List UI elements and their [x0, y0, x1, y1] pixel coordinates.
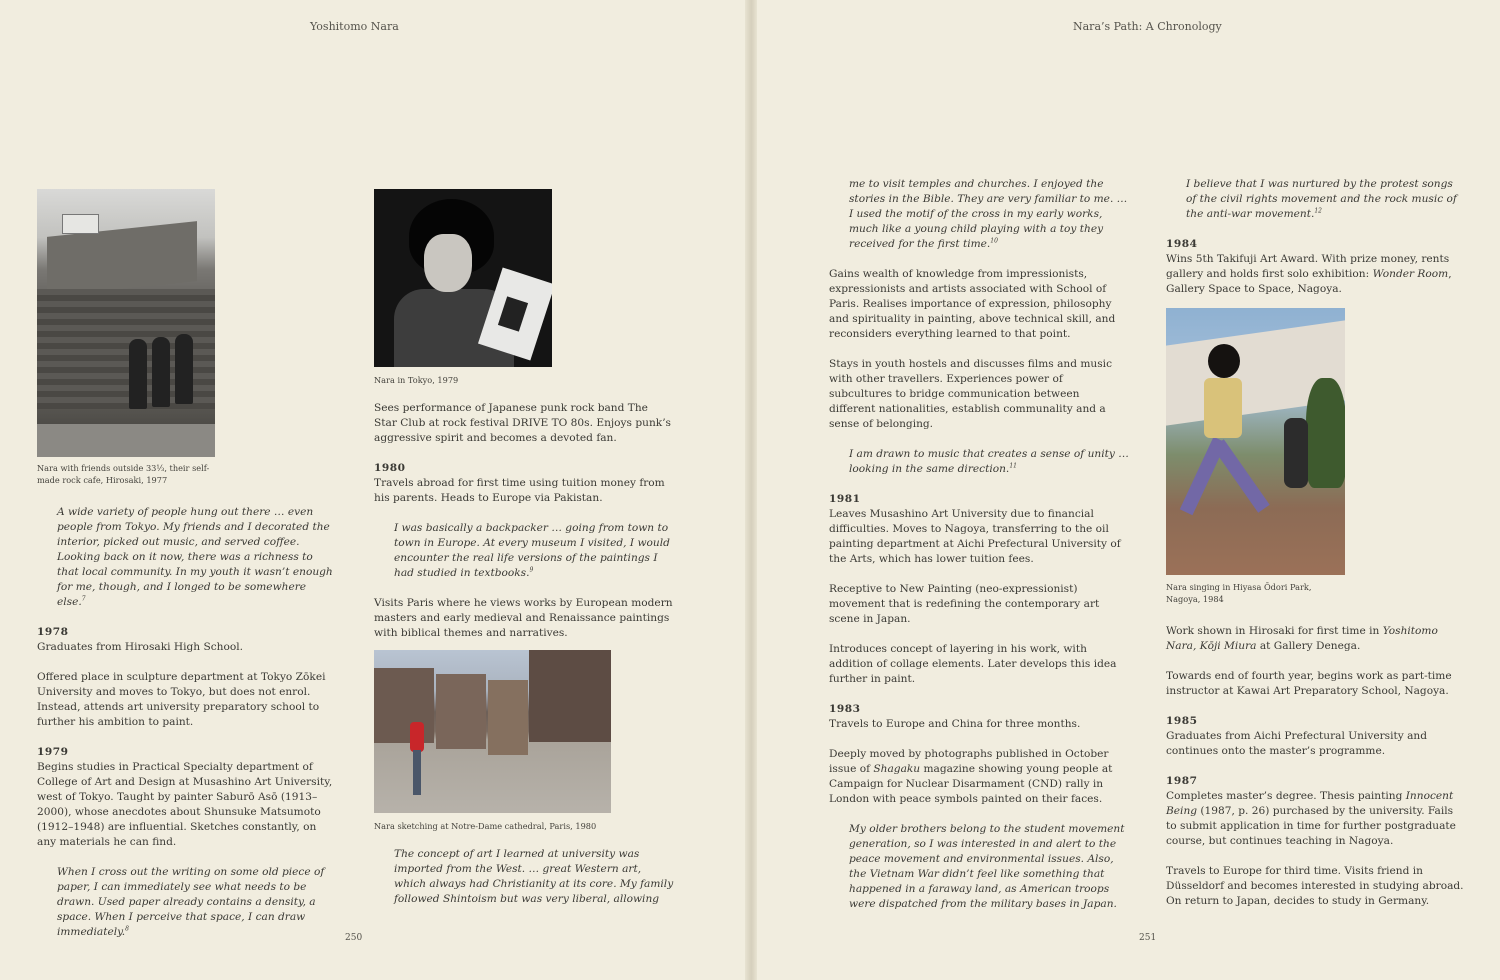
entry-third-europe-trip: Travels to Europe for third time. Visits friend in Düsseldorf and becomes interested in studying abroad. On return to Japan, decides to study in Germany. — [1166, 865, 1464, 907]
quote-1979: When I cross out the writing on some old piece of paper, I can immediately see what needs to be drawn. Used paper already contains a density, a space. When I perceive that space, I can draw immediately.$^8$ — [57, 866, 325, 938]
chronology-column-4 — [1166, 177, 1466, 312]
photo-nara-singing — [1166, 308, 1345, 575]
entry-hirosaki-show: Work shown in Hirosaki for first time in Yoshitomo Nara, Kōji Miura at Gallery Denega. — [1166, 625, 1438, 652]
entry-impressionists: Gains wealth of knowledge from impressionists, expressionists and artists associated with School of Paris. Realises importance of expression, philosophy and spirituality in painting, above technical skill, and reconsiders everything learned to that point. — [829, 268, 1116, 340]
photo-rock-cafe — [37, 189, 215, 457]
year-heading-1987: 1987 — [1166, 775, 1198, 787]
quote-1977: A wide variety of people hung out there … even people from Tokyo. My friends and I decorated the interior, picked out music, and served coffee. Looking back on it now, there was a richness to that local community. In my youth it wasn’t enough for me, though, and I longed to be somewhere else.$^7$ — [57, 506, 333, 608]
year-heading-1985: 1985 — [1166, 715, 1198, 727]
entry-youth-hostels: Stays in youth hostels and discusses films and music with other travellers. Experiences power of subcultures to bridge communication between different nationalities, establish communality and a sense of belonging. — [829, 358, 1113, 430]
photo-nara-tokyo — [374, 189, 552, 367]
entry-layering: Introduces concept of layering in his work, with addition of collage elements. Later develops this idea further in paint. — [829, 643, 1117, 685]
quote-1980-backpacker: I was basically a backpacker … going from town to town in Europe. At every museum I visited, I would encounter the real life versions of the paintings I had studied in textbooks.$^9$ — [394, 522, 670, 579]
chronology-column-3 — [829, 177, 1129, 927]
quote-temples-churches: me to visit temples and churches. I enjoyed the stories in the Bible. They are very familiar to me. … I used the motif of the cross in my early works, much like a young child playing with a toy they received for the first time.$^{10}$ — [849, 178, 1128, 250]
footnote-ref: 8 — [125, 925, 129, 933]
year-heading-1984: 1984 — [1166, 238, 1198, 250]
entry-1978-graduation: Graduates from Hirosaki High School. — [37, 641, 243, 653]
entry-1981-aichi: Leaves Musashino Art University due to financial difficulties. Moves to Nagoya, transferring to the oil painting department at Aichi Prefectural University of the Arts, which has lower tuition fees. — [829, 508, 1121, 565]
quote-older-brothers: My older brothers belong to the student movement generation, so I was interested in and alert to the peace movement and environmental issues. Also, the Vietnam War didn’t feel like something that happened in a faraway land, as American troops were dispatched from the military bases in Japan. — [849, 823, 1125, 910]
entry-new-painting: Receptive to New Painting (neo-expressionist) movement that is redefining the contemporary art scene in Japan. — [829, 583, 1100, 625]
year-heading-1979: 1979 — [37, 746, 69, 758]
entry-1984-takifuji: Wins 5th Takifuji Art Award. With prize money, rents gallery and holds first solo exhibition: Wonder Room, Gallery Space to Space, Nagoya. — [1166, 253, 1452, 295]
year-heading-1980: 1980 — [374, 462, 406, 474]
left-page-number: 250 — [345, 933, 363, 943]
photo-notre-dame-paris — [374, 650, 611, 813]
entry-1987-masters: Completes master’s degree. Thesis painting Innocent Being (1987, p. 26) purchased by the university. Fails to submit application in time for further postgraduate course, but continues teaching in Nagoya. — [1166, 790, 1456, 847]
footnote-ref: 10 — [990, 237, 998, 245]
quote-protest-songs: I believe that I was nurtured by the protest songs of the civil rights movement and the rock music of the anti-war movement.$^{12}$ — [1186, 178, 1457, 220]
chronology-column-4-lower — [1166, 624, 1466, 924]
quote-music-unity: I am drawn to music that creates a sense of unity … looking in the same direction.$^{11}$ — [849, 448, 1129, 475]
entry-1978-zokei: Offered place in sculpture department at Tokyo Zōkei University and moves to Tokyo, but does not enrol. Instead, attends art university preparatory school to further his ambition to paint. — [37, 671, 326, 728]
chronology-column-1 — [37, 505, 337, 955]
year-heading-1978: 1978 — [37, 626, 69, 638]
footnote-ref: 9 — [529, 566, 534, 574]
left-running-head: Yoshitomo Nara — [310, 20, 399, 33]
entry-punk-star-club: Sees performance of Japanese punk rock band The Star Club at rock festival DRIVE TO 80s. Enjoys punk’s aggressive spirit and becomes a devoted fan. — [374, 402, 671, 444]
entry-1980-travels: Travels abroad for first time using tuition money from his parents. Heads to Europe via Pakistan. — [374, 477, 665, 504]
footnote-ref: 7 — [81, 595, 86, 603]
entry-visits-paris: Visits Paris where he views works by European modern masters and early medieval and Renaissance paintings with biblical themes and narratives. — [374, 597, 673, 639]
entry-1985-graduates: Graduates from Aichi Prefectural University and continues onto the master’s programme. — [1166, 730, 1428, 757]
quote-concept-of-art: The concept of art I learned at university was imported from the West. … great Western art, which always had Christianity at its core. My family followed Shintoism but was very liberal, allowing — [394, 848, 674, 905]
year-heading-1981: 1981 — [829, 493, 861, 505]
chronology-column-2 — [374, 401, 674, 656]
right-page-number: 251 — [1139, 933, 1157, 943]
photo-caption-concert: Nara singing in Hiyasa Ōdori Park, Nagoya, 1984 — [1166, 582, 1312, 604]
photo-caption-tokyo: Nara in Tokyo, 1979 — [374, 375, 459, 385]
entry-shagaku: Deeply moved by photographs published in October issue of Shagaku magazine showing young people at Campaign for Nuclear Disarmament (CND) rally in London with peace symbols painted on their faces. — [829, 748, 1113, 805]
entry-1979-musashino: Begins studies in Practical Specialty department of College of Art and Design at Musashino Art University, west of Tokyo. Taught by painter Saburō Asō (1913–2000), whose anecdotes about Shunsuke Matsumoto (1912–1948) are influential. Sketches constantly, on any materials he can find. — [37, 761, 333, 848]
photo-caption-paris: Nara sketching at Notre-Dame cathedral, Paris, 1980 — [374, 821, 597, 831]
year-heading-1983: 1983 — [829, 703, 861, 715]
entry-1983-travels: Travels to Europe and China for three months. — [829, 718, 1081, 730]
footnote-ref: 11 — [1009, 462, 1017, 470]
book-gutter — [745, 0, 757, 980]
chronology-column-2-lower — [374, 847, 674, 922]
footnote-ref: 12 — [1314, 207, 1322, 215]
right-running-head: Nara’s Path: A Chronology — [1073, 20, 1222, 33]
photo-caption-cafe: Nara with friends outside 33⅓, their self-made rock cafe, Hirosaki, 1977 — [37, 463, 210, 485]
entry-kawai-instructor: Towards end of fourth year, begins work as part-time instructor at Kawai Art Preparatory School, Nagoya. — [1166, 670, 1452, 697]
